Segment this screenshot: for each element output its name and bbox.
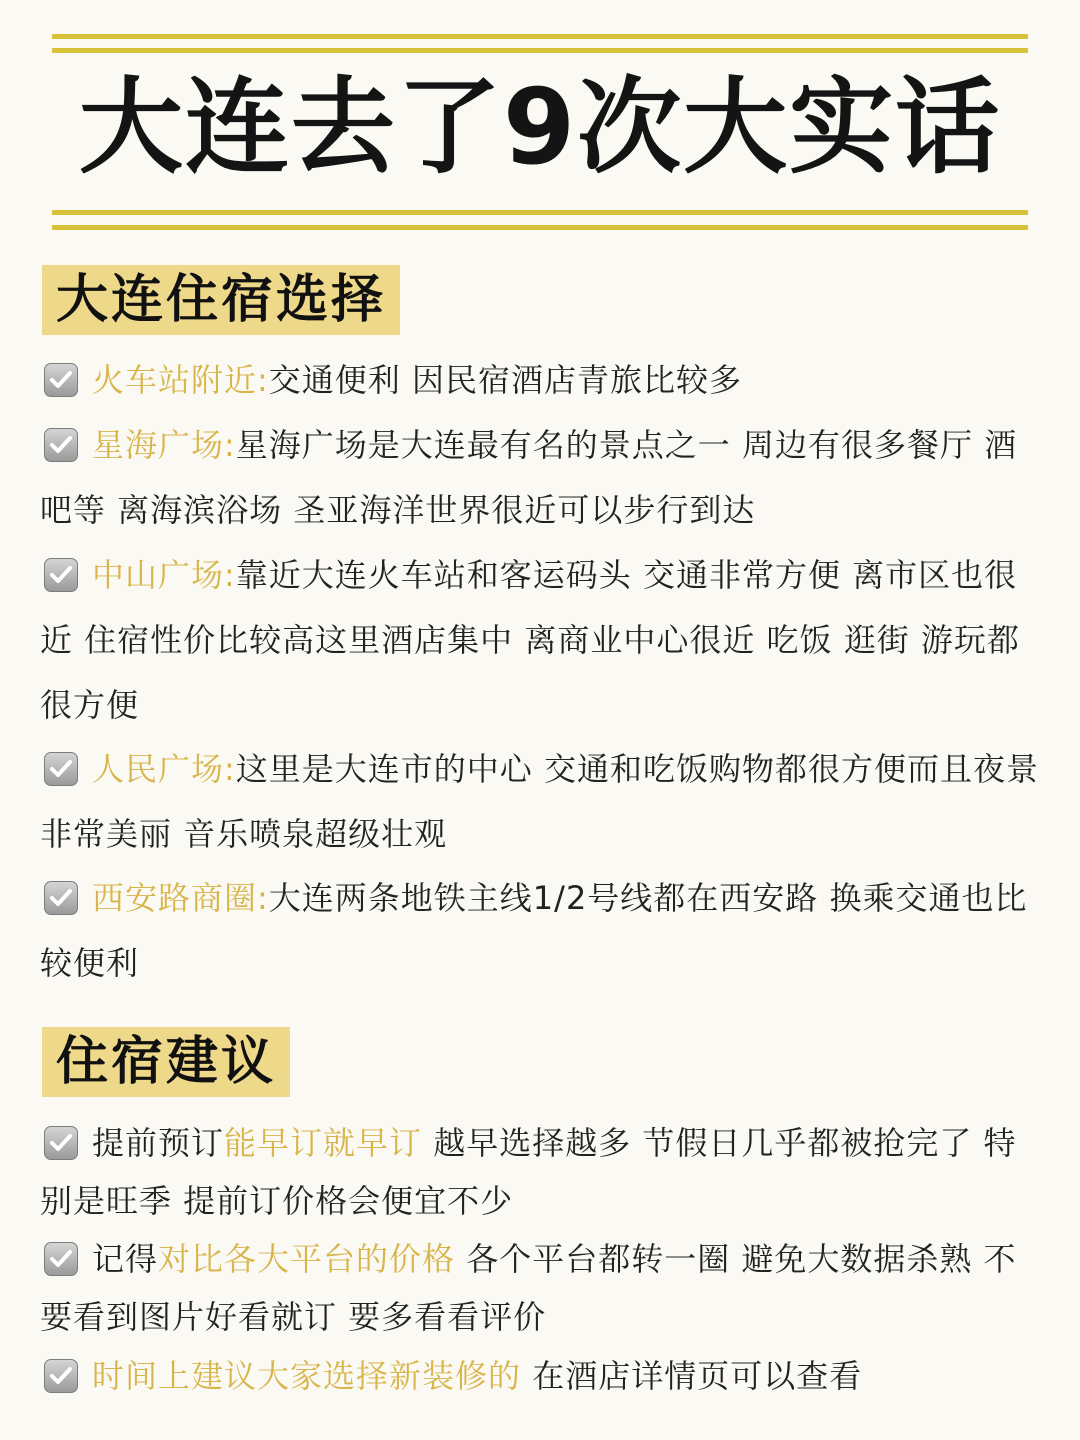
checkbox-icon	[44, 752, 78, 786]
list-item	[40, 348, 1045, 413]
title-rule-top-1	[52, 34, 1028, 39]
checkbox-icon	[44, 881, 78, 915]
item-text-post: 各个平台都转一圈 避免大数据杀熟 不要看到图片好看就订 要多看看评价	[40, 1240, 1017, 1336]
section-heading: 大连住宿选择	[42, 265, 400, 335]
checkbox-icon	[44, 428, 78, 462]
item-text: 靠近大连火车站和客运码头 交通非常方便 离市区也很近 住宿性价比较高这里酒店集中 离商业中心很近 吃饭 逛街 游玩都很方便	[40, 556, 1020, 724]
item-text-post: 在酒店详情页可以查看	[521, 1357, 863, 1395]
checkbox-icon	[44, 1359, 78, 1393]
list-item	[40, 1230, 1045, 1346]
title-rule-top-2	[52, 48, 1028, 53]
item-text: 星海广场是大连最有名的景点之一 周边有很多餐厅 酒吧等 离海滨浴场 圣亚海洋世界很近可以步行到达	[40, 426, 1018, 529]
checkbox-icon	[44, 558, 78, 592]
item-highlight: 能早订就早订	[224, 1124, 423, 1162]
page-title: 大连去了9次大实话	[78, 66, 1002, 188]
title-rule-bottom-2	[52, 225, 1028, 230]
list-item	[40, 1347, 1045, 1405]
title-rule-bottom-1	[52, 210, 1028, 215]
item-text: 交通便利 因民宿酒店青旅比较多	[268, 361, 742, 399]
item-label: 星海广场:	[92, 426, 236, 464]
item-text-post: 越早选择越多 节假日几乎都被抢完了 特别是旺季 提前订价格会便宜不少	[40, 1124, 1017, 1220]
checkbox-icon	[44, 363, 78, 397]
item-text: 大连两条地铁主线1/2号线都在西安路 换乘交通也比较便利	[40, 879, 1028, 982]
item-label: 西安路商圈:	[92, 879, 269, 917]
section-heading: 住宿建议	[42, 1027, 290, 1097]
list-item	[40, 413, 1045, 543]
item-label: 人民广场:	[92, 750, 236, 788]
item-text-pre: 提前预订	[92, 1124, 225, 1162]
item-text: 这里是大连市的中心 交通和吃饭购物都很方便而且夜景非常美丽 音乐喷泉超级壮观	[40, 750, 1039, 853]
list-item	[40, 866, 1045, 996]
list-item	[40, 737, 1045, 867]
item-text-pre: 记得	[92, 1240, 159, 1278]
item-label: 中山广场:	[92, 556, 236, 594]
list-item	[40, 1114, 1045, 1230]
checkbox-icon	[44, 1242, 78, 1276]
list-item	[40, 543, 1045, 738]
checkbox-icon	[44, 1126, 78, 1160]
item-label: 火车站附近:	[92, 361, 269, 399]
item-highlight: 时间上建议大家选择新装修的	[92, 1357, 522, 1395]
item-highlight: 对比各大平台的价格	[158, 1240, 456, 1278]
